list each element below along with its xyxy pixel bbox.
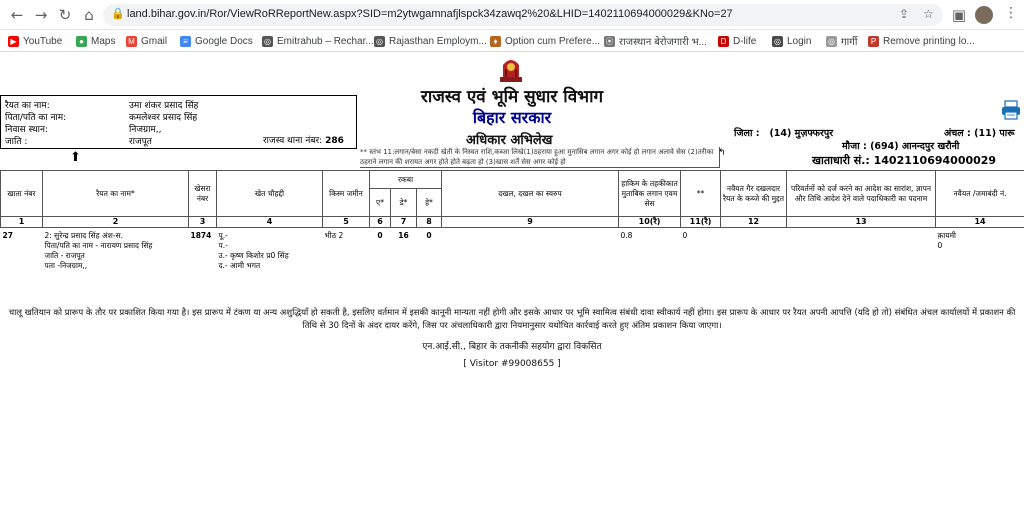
bookmark-gargi[interactable]: ◎ गार्गी <box>828 36 858 48</box>
father-name-label: पिता/पति का नाम: <box>5 113 67 123</box>
bookmarks-bar <box>0 30 1024 52</box>
department-title: राजस्व एवं भूमि सुधार विभाग <box>420 87 604 107</box>
raiyat-name-value: उमा शंकर प्रसाद सिंह <box>129 101 199 111</box>
home-icon[interactable]: ⌂ <box>84 6 94 24</box>
maps-icon: ● <box>76 36 87 47</box>
header-kism-jamin: किस्म जमीन <box>323 171 370 217</box>
share-icon[interactable]: ⇪ <box>899 7 910 21</box>
menu-icon[interactable]: ⋮ <box>1004 5 1018 21</box>
bookmark-maps[interactable]: ● Maps <box>76 33 115 49</box>
header-rakba-decimal: डे* <box>391 189 417 217</box>
government-title: बिहार सरकार <box>472 108 552 127</box>
profile-avatar[interactable] <box>975 6 993 24</box>
globe-icon: ◎ <box>262 36 273 47</box>
cell-khata: 27 <box>2 231 13 240</box>
globe-icon: ◎ <box>826 36 837 47</box>
header-rakba-acre: ए* <box>370 189 391 217</box>
pdf-icon: P <box>868 36 879 47</box>
header-khata-number: खाता नंबर <box>1 171 43 217</box>
note-arrow-icon: ↰ <box>718 148 726 158</box>
col-number-6: 6 <box>370 217 391 228</box>
header-kabja-muddat: नवैयत गैर दखलदार रैयत के कब्जे की मुद्दत <box>721 171 787 217</box>
bookmark-youtube[interactable]: ▶ YouTube <box>8 33 62 49</box>
bookmark-star-icon[interactable]: ☆ <box>923 7 934 21</box>
col-number-12: 12 <box>721 217 787 228</box>
docs-icon: ≡ <box>180 36 191 47</box>
header-lagan-cess: हाकिम के तहकीकात मुताबिक लगान एवम सेस <box>619 171 681 217</box>
col-number-11: 11(रै) <box>681 217 721 228</box>
url-text[interactable]: land.bihar.gov.in/Ror/ViewRoRReportNew.aspx?SID=m2ytwgamnafjlspck34zawq2%20&LHID=1402110694000029&KNo=27 <box>127 8 733 20</box>
col-number-5: 5 <box>323 217 370 228</box>
table-row <box>1 228 1024 275</box>
header-rakba-hectare: हे* <box>417 189 442 217</box>
cell-kism: भीठ 2 <box>324 231 344 240</box>
header-raiyat-name: रैयत का नाम* <box>43 171 189 217</box>
col-number-1: 1 <box>1 217 43 228</box>
nic-credit: एन.आई.सी., बिहार के तकनीकी सहयोग द्वारा विकसित <box>422 342 602 352</box>
globe-icon: ◎ <box>374 36 385 47</box>
header-nawaiyat: नवैयत /जमाबंदी नं. <box>936 171 1024 217</box>
address-bar[interactable] <box>103 4 943 26</box>
lock-icon[interactable]: 🔒 <box>111 7 125 20</box>
header-rakba: रकबा <box>370 171 442 189</box>
cell-lagan: 0.8 <box>620 231 633 240</box>
bookmark-rajasthan-employment[interactable]: ◎ Rajasthan Employm... <box>376 35 487 47</box>
caste-value: राजपूत <box>129 137 152 147</box>
bookmark-google-docs[interactable]: ≡ Google Docs <box>180 33 253 49</box>
revenue-thana-number: राजस्व थाना नंबर: 286 <box>263 136 344 146</box>
col-number-4: 4 <box>217 217 323 228</box>
cell-acre: 0 <box>377 231 383 240</box>
header-double-star: ** <box>681 171 721 217</box>
cell-muddat <box>721 228 787 275</box>
bookmark-d-life[interactable]: D D-life <box>718 33 756 49</box>
bookmark-emitrahub[interactable]: ◎ Emitrahub – Rechar... <box>264 35 374 47</box>
col-number-10: 10(रै) <box>619 217 681 228</box>
printer-icon[interactable] <box>1001 100 1021 120</box>
cell-khesra: 1874 <box>190 231 212 240</box>
bookmark-login[interactable]: ◎ Login <box>774 35 812 47</box>
caste-label: जाति : <box>5 137 28 147</box>
residence-value: निजग्राम,, <box>129 125 162 135</box>
globe-icon: ◎ <box>772 36 783 47</box>
father-name-value: कमलेश्वर प्रसाद सिंह <box>129 113 198 123</box>
record-title: अधिकार अभिलेख <box>466 133 553 148</box>
mauja-info: मौजा : (694) आनन्दपुर खरौनी <box>842 141 960 152</box>
col-number-2: 2 <box>43 217 189 228</box>
cell-decimal: 16 <box>398 231 409 240</box>
bookmark-gmail[interactable]: M Gmail <box>126 33 167 49</box>
residence-label: निवास स्थान: <box>5 125 49 135</box>
location-icon: ⦿ <box>605 36 614 46</box>
col-number-3: 3 <box>189 217 217 228</box>
cell-nawaiyat: क़ायमी 0 <box>937 231 956 250</box>
col-number-9: 9 <box>442 217 619 228</box>
bookmark-rajasthan-berojgari[interactable]: ⦿ राजस्थान बेरोजगारी भ... <box>605 36 707 48</box>
d-life-icon: D <box>718 36 729 47</box>
bookmark-option-cum-preference[interactable]: ♦ Option cum Prefere... <box>490 33 600 49</box>
disclaimer-text: चालू खतियान को प्रारूप के तौर पर प्रकाशित किया गया है। इस प्रारूप में टंकण या अन्य अशुद्धियाँ हो सकती है, इसलिए वर्तमान में इसकी कानूनी मान्यता नहीं होगी और इसके आधार पर भूमि स्वामित्व संबंधी दावा स्वीकार्य नहीं होगा। इस प्रारूप के आधार पर रैयत अपनी आपत्ति (यदि हो तो) संबंधित अंचल कार्यालयों में प्रकाशन की तिथि से 30 दिनों के अंदर दायर करेंगे, जिस पर अंचलाधिकारी द्वारा नियमानुसार यथोचित कार्रवाई करते हुए अंतिम प्रकाशन किया जाएगा। <box>8 308 1016 331</box>
raiyat-name-label: रैयत का नाम: <box>5 101 50 111</box>
reload-icon[interactable]: ↻ <box>58 6 72 24</box>
col-number-13: 13 <box>787 217 936 228</box>
cell-raiyat: 2: सुरेन्द्र प्रसाद सिंह अंश-स. पिता/पति का नाम - नारायण प्रसाद सिंह जाति - राजपूत पता -निजग्राम,, <box>44 231 153 270</box>
khatadhari-number: खाताधारी सं.: 1402110694000029 <box>812 154 997 167</box>
cell-order <box>787 228 936 275</box>
cell-hectare: 0 <box>426 231 432 240</box>
cell-chauhaddi: पू.- प.- उ.- कृष्ण किशोर प्र0 सिंह द.- आमी भगत <box>218 231 289 270</box>
record-table <box>0 170 1024 274</box>
visitor-counter: [ Visitor #99008655 ] <box>463 359 561 369</box>
back-arrow-icon[interactable]: ← <box>10 6 24 24</box>
gmail-icon: M <box>126 36 137 47</box>
header-order-summary: परिवर्तनों को दर्ज करने का आदेश का सारांश, ज्ञापन और तिथि आदेश देने वाले पदाधिकारी का पदनाम <box>787 171 936 217</box>
cell-dakhal <box>442 228 619 275</box>
col-number-14: 14 <box>936 217 1024 228</box>
cell-cess: 0 <box>682 231 688 240</box>
bihar-emblem-icon <box>497 55 525 85</box>
sidebar-icon[interactable]: ▣ <box>951 6 967 24</box>
district-info: जिला : (14) मुज़फ्फरपुर <box>734 128 834 139</box>
col-number-7: 7 <box>391 217 417 228</box>
header-khesra-number: खेसरा नंबर <box>189 171 217 217</box>
browser-toolbar <box>0 0 1024 30</box>
header-khet-chauhaddi: खेत चौहद्दी <box>217 171 323 217</box>
youtube-icon: ▶ <box>8 36 19 47</box>
owner-info-box <box>0 95 357 149</box>
forward-arrow-icon[interactable]: → <box>34 6 48 24</box>
anchal-info: अंचल : (11) पारू <box>944 128 1015 139</box>
header-dakhal: दखल, दखल का स्वरुप <box>442 171 619 217</box>
emblem-icon: ♦ <box>490 36 501 47</box>
bookmark-remove-printing[interactable]: P Remove printing lo... <box>868 33 975 49</box>
column-note: ** स्तंभ 11:लगान/बेसा नकदी खेती के निस्वत राशि,कब्जा लिखे(1)ठहराया हुआ मुनासिब लगान अगर कोई हो लगान अलावे सेस (2)तरीका ठहराने लगान की शरायत अगर होते होते बढ़ता हो (3)खास शर्तें सेस अगर कोई हो <box>360 147 720 168</box>
up-arrow-icon: ⬆ <box>70 150 81 165</box>
col-number-8: 8 <box>417 217 442 228</box>
